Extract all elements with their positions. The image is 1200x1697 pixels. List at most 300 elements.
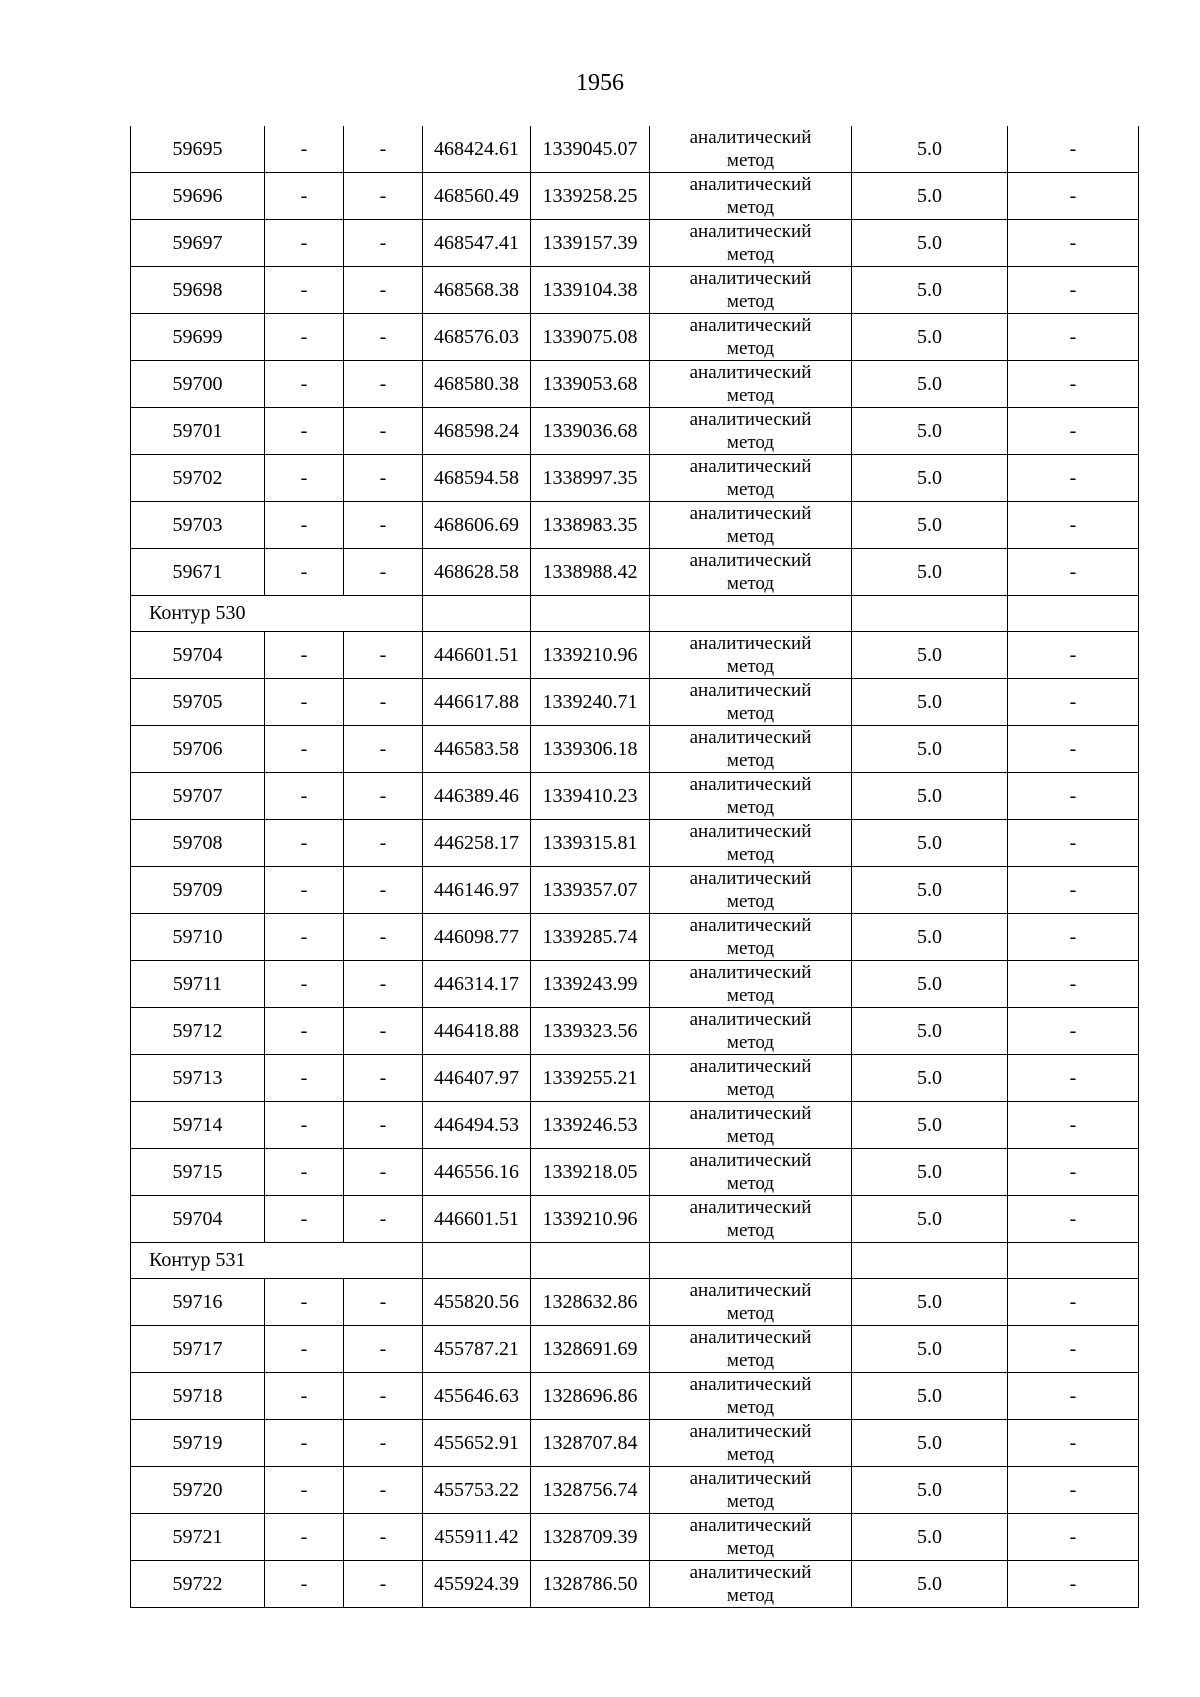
accuracy-cell: 5.0	[852, 726, 1008, 773]
x-coordinate-cell: 468576.03	[423, 314, 531, 361]
dash-cell: -	[265, 361, 344, 408]
dash-cell: -	[344, 1102, 423, 1149]
method-line: аналитический	[689, 362, 812, 383]
method-line: метод	[726, 385, 775, 406]
method-line: аналитический	[689, 174, 812, 195]
table-row	[131, 1196, 1139, 1243]
y-coordinate-cell: 1328709.39	[531, 1514, 650, 1561]
method-line: аналитический	[689, 962, 812, 983]
y-coordinate-cell: 1339053.68	[531, 361, 650, 408]
dash-cell: -	[1008, 361, 1139, 408]
accuracy-cell: 5.0	[852, 173, 1008, 220]
dash-cell: -	[344, 1196, 423, 1243]
method-line: метод	[726, 244, 775, 265]
empty-cell	[265, 1243, 344, 1279]
dash-cell: -	[1008, 1420, 1139, 1467]
accuracy-cell: 5.0	[852, 632, 1008, 679]
table-row	[131, 1561, 1139, 1608]
point-id-cell: 59710	[131, 914, 265, 961]
dash-cell: -	[265, 679, 344, 726]
method-cell	[650, 820, 852, 867]
y-coordinate-cell: 1339323.56	[531, 1008, 650, 1055]
point-id-cell: 59715	[131, 1149, 265, 1196]
dash-cell: -	[344, 1420, 423, 1467]
method-cell	[650, 361, 852, 408]
table-row	[131, 455, 1139, 502]
method-cell	[650, 1514, 852, 1561]
point-id-cell: 59713	[131, 1055, 265, 1102]
y-coordinate-cell: 1328786.50	[531, 1561, 650, 1608]
y-coordinate-cell: 1339075.08	[531, 314, 650, 361]
method-line: метод	[726, 291, 775, 312]
x-coordinate-cell: 468580.38	[423, 361, 531, 408]
table-row	[131, 632, 1139, 679]
method-cell	[650, 1467, 852, 1514]
dash-cell: -	[265, 1373, 344, 1420]
dash-cell: -	[265, 549, 344, 596]
dash-cell: -	[265, 1196, 344, 1243]
x-coordinate-cell: 446556.16	[423, 1149, 531, 1196]
y-coordinate-cell: 1339315.81	[531, 820, 650, 867]
point-id-cell: 59701	[131, 408, 265, 455]
empty-cell	[852, 596, 1008, 632]
method-cell	[650, 1008, 852, 1055]
dash-cell: -	[1008, 1055, 1139, 1102]
point-id-cell: 59716	[131, 1279, 265, 1326]
accuracy-cell: 5.0	[852, 1467, 1008, 1514]
table-row	[131, 126, 1139, 173]
accuracy-cell: 5.0	[852, 1196, 1008, 1243]
method-line: метод	[726, 656, 775, 677]
x-coordinate-cell: 468560.49	[423, 173, 531, 220]
dash-cell: -	[265, 1279, 344, 1326]
table-row	[131, 502, 1139, 549]
method-cell	[650, 1279, 852, 1326]
dash-cell: -	[265, 867, 344, 914]
method-line: метод	[726, 797, 775, 818]
accuracy-cell: 5.0	[852, 1279, 1008, 1326]
dash-cell: -	[265, 820, 344, 867]
dash-cell: -	[1008, 549, 1139, 596]
point-id-cell: 59705	[131, 679, 265, 726]
dash-cell: -	[344, 220, 423, 267]
method-line: метод	[726, 150, 775, 171]
y-coordinate-cell: 1339410.23	[531, 773, 650, 820]
dash-cell: -	[265, 1561, 344, 1608]
accuracy-cell: 5.0	[852, 1514, 1008, 1561]
x-coordinate-cell: 455924.39	[423, 1561, 531, 1608]
method-line: аналитический	[689, 1009, 812, 1030]
point-id-cell: 59704	[131, 632, 265, 679]
dash-cell: -	[265, 1467, 344, 1514]
dash-cell: -	[344, 1326, 423, 1373]
contour-label: Контур 531	[131, 1243, 265, 1279]
accuracy-cell: 5.0	[852, 914, 1008, 961]
method-cell	[650, 455, 852, 502]
y-coordinate-cell: 1339210.96	[531, 632, 650, 679]
method-line: аналитический	[689, 127, 812, 148]
table-body	[131, 126, 1139, 1608]
method-line: аналитический	[689, 821, 812, 842]
method-cell	[650, 1055, 852, 1102]
method-line: метод	[726, 844, 775, 865]
dash-cell: -	[1008, 267, 1139, 314]
y-coordinate-cell: 1339243.99	[531, 961, 650, 1008]
dash-cell: -	[344, 408, 423, 455]
method-line: аналитический	[689, 633, 812, 654]
accuracy-cell: 5.0	[852, 679, 1008, 726]
method-line: метод	[726, 1079, 775, 1100]
accuracy-cell: 5.0	[852, 820, 1008, 867]
point-id-cell: 59709	[131, 867, 265, 914]
dash-cell: -	[1008, 408, 1139, 455]
dash-cell: -	[344, 1373, 423, 1420]
empty-cell	[344, 1243, 423, 1279]
y-coordinate-cell: 1339246.53	[531, 1102, 650, 1149]
x-coordinate-cell: 455787.21	[423, 1326, 531, 1373]
method-cell	[650, 408, 852, 455]
dash-cell: -	[344, 961, 423, 1008]
table-row	[131, 961, 1139, 1008]
method-cell	[650, 1149, 852, 1196]
method-line: метод	[726, 1173, 775, 1194]
method-line: аналитический	[689, 1515, 812, 1536]
y-coordinate-cell: 1328691.69	[531, 1326, 650, 1373]
accuracy-cell: 5.0	[852, 361, 1008, 408]
method-cell	[650, 961, 852, 1008]
table-row	[131, 1326, 1139, 1373]
dash-cell: -	[1008, 1561, 1139, 1608]
dash-cell: -	[265, 126, 344, 173]
table-row	[131, 773, 1139, 820]
empty-cell	[531, 596, 650, 632]
y-coordinate-cell: 1328696.86	[531, 1373, 650, 1420]
x-coordinate-cell: 446146.97	[423, 867, 531, 914]
dash-cell: -	[265, 1326, 344, 1373]
point-id-cell: 59721	[131, 1514, 265, 1561]
method-line: аналитический	[689, 868, 812, 889]
table-row	[131, 314, 1139, 361]
dash-cell: -	[344, 1149, 423, 1196]
point-id-cell: 59695	[131, 126, 265, 173]
dash-cell: -	[265, 1514, 344, 1561]
dash-cell: -	[344, 314, 423, 361]
dash-cell: -	[344, 1561, 423, 1608]
method-cell	[650, 173, 852, 220]
method-line: аналитический	[689, 1327, 812, 1348]
table-row	[131, 1008, 1139, 1055]
method-line: метод	[726, 985, 775, 1006]
method-line: аналитический	[689, 915, 812, 936]
x-coordinate-cell: 446494.53	[423, 1102, 531, 1149]
dash-cell: -	[265, 267, 344, 314]
y-coordinate-cell: 1339036.68	[531, 408, 650, 455]
accuracy-cell: 5.0	[852, 455, 1008, 502]
y-coordinate-cell: 1339210.96	[531, 1196, 650, 1243]
dash-cell: -	[265, 455, 344, 502]
dash-cell: -	[1008, 632, 1139, 679]
x-coordinate-cell: 455911.42	[423, 1514, 531, 1561]
dash-cell: -	[344, 1008, 423, 1055]
x-coordinate-cell: 446407.97	[423, 1055, 531, 1102]
table-row	[131, 267, 1139, 314]
y-coordinate-cell: 1339218.05	[531, 1149, 650, 1196]
point-id-cell: 59706	[131, 726, 265, 773]
dash-cell: -	[265, 1420, 344, 1467]
y-coordinate-cell: 1339285.74	[531, 914, 650, 961]
point-id-cell: 59719	[131, 1420, 265, 1467]
dash-cell: -	[1008, 220, 1139, 267]
dash-cell: -	[265, 1102, 344, 1149]
method-line: аналитический	[689, 268, 812, 289]
method-line: аналитический	[689, 1056, 812, 1077]
point-id-cell: 59700	[131, 361, 265, 408]
table-row	[131, 867, 1139, 914]
accuracy-cell: 5.0	[852, 267, 1008, 314]
dash-cell: -	[344, 173, 423, 220]
dash-cell: -	[344, 455, 423, 502]
y-coordinate-cell: 1328707.84	[531, 1420, 650, 1467]
x-coordinate-cell: 468568.38	[423, 267, 531, 314]
table-row	[131, 408, 1139, 455]
dash-cell: -	[265, 408, 344, 455]
x-coordinate-cell: 446601.51	[423, 632, 531, 679]
method-line: метод	[726, 338, 775, 359]
method-cell	[650, 679, 852, 726]
method-line: метод	[726, 573, 775, 594]
point-id-cell: 59714	[131, 1102, 265, 1149]
method-cell	[650, 1420, 852, 1467]
accuracy-cell: 5.0	[852, 408, 1008, 455]
accuracy-cell: 5.0	[852, 126, 1008, 173]
dash-cell: -	[344, 679, 423, 726]
method-line: аналитический	[689, 727, 812, 748]
method-line: метод	[726, 1032, 775, 1053]
dash-cell: -	[1008, 1467, 1139, 1514]
point-id-cell: 59707	[131, 773, 265, 820]
method-cell	[650, 1561, 852, 1608]
accuracy-cell: 5.0	[852, 1055, 1008, 1102]
method-line: аналитический	[689, 1103, 812, 1124]
accuracy-cell: 5.0	[852, 220, 1008, 267]
table-row	[131, 1055, 1139, 1102]
dash-cell: -	[1008, 173, 1139, 220]
table-row	[131, 173, 1139, 220]
x-coordinate-cell: 455820.56	[423, 1279, 531, 1326]
x-coordinate-cell: 468594.58	[423, 455, 531, 502]
dash-cell: -	[344, 502, 423, 549]
point-id-cell: 59708	[131, 820, 265, 867]
accuracy-cell: 5.0	[852, 549, 1008, 596]
point-id-cell: 59699	[131, 314, 265, 361]
method-line: метод	[726, 1585, 775, 1606]
dash-cell: -	[1008, 1514, 1139, 1561]
point-id-cell: 59711	[131, 961, 265, 1008]
x-coordinate-cell: 446418.88	[423, 1008, 531, 1055]
contour-label: Контур 530	[131, 596, 265, 632]
method-line: метод	[726, 891, 775, 912]
empty-cell	[650, 596, 852, 632]
point-id-cell: 59671	[131, 549, 265, 596]
method-cell	[650, 867, 852, 914]
method-line: метод	[726, 750, 775, 771]
dash-cell: -	[1008, 126, 1139, 173]
point-id-cell: 59720	[131, 1467, 265, 1514]
dash-cell: -	[265, 1008, 344, 1055]
coordinates-table	[130, 126, 1139, 1608]
dash-cell: -	[265, 502, 344, 549]
y-coordinate-cell: 1338997.35	[531, 455, 650, 502]
x-coordinate-cell: 446583.58	[423, 726, 531, 773]
dash-cell: -	[344, 361, 423, 408]
method-line: аналитический	[689, 1421, 812, 1442]
method-line: метод	[726, 703, 775, 724]
contour-row	[131, 1243, 1139, 1279]
table-row	[131, 1102, 1139, 1149]
x-coordinate-cell: 455652.91	[423, 1420, 531, 1467]
table-row	[131, 914, 1139, 961]
method-cell	[650, 632, 852, 679]
x-coordinate-cell: 446098.77	[423, 914, 531, 961]
dash-cell: -	[1008, 1279, 1139, 1326]
accuracy-cell: 5.0	[852, 1561, 1008, 1608]
method-line: аналитический	[689, 315, 812, 336]
dash-cell: -	[1008, 773, 1139, 820]
dash-cell: -	[1008, 502, 1139, 549]
dash-cell: -	[265, 632, 344, 679]
empty-cell	[344, 596, 423, 632]
dash-cell: -	[1008, 867, 1139, 914]
table-row	[131, 1279, 1139, 1326]
table-row	[131, 679, 1139, 726]
dash-cell: -	[1008, 1149, 1139, 1196]
dash-cell: -	[344, 267, 423, 314]
dash-cell: -	[265, 1149, 344, 1196]
point-id-cell: 59702	[131, 455, 265, 502]
method-line: метод	[726, 479, 775, 500]
x-coordinate-cell: 468424.61	[423, 126, 531, 173]
accuracy-cell: 5.0	[852, 867, 1008, 914]
empty-cell	[852, 1243, 1008, 1279]
empty-cell	[423, 1243, 531, 1279]
dash-cell: -	[344, 1055, 423, 1102]
method-line: метод	[726, 1397, 775, 1418]
dash-cell: -	[265, 220, 344, 267]
point-id-cell: 59718	[131, 1373, 265, 1420]
x-coordinate-cell: 446389.46	[423, 773, 531, 820]
method-line: метод	[726, 938, 775, 959]
x-coordinate-cell: 446258.17	[423, 820, 531, 867]
y-coordinate-cell: 1328632.86	[531, 1279, 650, 1326]
y-coordinate-cell: 1328756.74	[531, 1467, 650, 1514]
dash-cell: -	[344, 820, 423, 867]
accuracy-cell: 5.0	[852, 1420, 1008, 1467]
method-cell	[650, 726, 852, 773]
empty-cell	[650, 1243, 852, 1279]
method-line: аналитический	[689, 1197, 812, 1218]
point-id-cell: 59722	[131, 1561, 265, 1608]
method-line: аналитический	[689, 456, 812, 477]
empty-cell	[423, 596, 531, 632]
dash-cell: -	[344, 773, 423, 820]
dash-cell: -	[344, 1467, 423, 1514]
dash-cell: -	[344, 1279, 423, 1326]
dash-cell: -	[265, 314, 344, 361]
table-row	[131, 726, 1139, 773]
x-coordinate-cell: 468628.58	[423, 549, 531, 596]
y-coordinate-cell: 1339104.38	[531, 267, 650, 314]
dash-cell: -	[344, 867, 423, 914]
method-line: аналитический	[689, 550, 812, 571]
y-coordinate-cell: 1339255.21	[531, 1055, 650, 1102]
method-cell	[650, 267, 852, 314]
page-number: 1956	[576, 70, 624, 96]
contour-row	[131, 596, 1139, 632]
method-line: аналитический	[689, 774, 812, 795]
dash-cell: -	[1008, 914, 1139, 961]
method-line: метод	[726, 432, 775, 453]
method-line: аналитический	[689, 221, 812, 242]
empty-cell	[265, 596, 344, 632]
dash-cell: -	[1008, 1196, 1139, 1243]
y-coordinate-cell: 1339306.18	[531, 726, 650, 773]
x-coordinate-cell: 446314.17	[423, 961, 531, 1008]
dash-cell: -	[1008, 1373, 1139, 1420]
point-id-cell: 59712	[131, 1008, 265, 1055]
method-line: метод	[726, 1350, 775, 1371]
method-cell	[650, 314, 852, 361]
method-cell	[650, 1326, 852, 1373]
point-id-cell: 59696	[131, 173, 265, 220]
x-coordinate-cell: 446601.51	[423, 1196, 531, 1243]
dash-cell: -	[1008, 961, 1139, 1008]
y-coordinate-cell: 1339258.25	[531, 173, 650, 220]
dash-cell: -	[1008, 1102, 1139, 1149]
dash-cell: -	[344, 126, 423, 173]
point-id-cell: 59704	[131, 1196, 265, 1243]
table-row	[131, 820, 1139, 867]
x-coordinate-cell: 455646.63	[423, 1373, 531, 1420]
table-row	[131, 361, 1139, 408]
y-coordinate-cell: 1339357.07	[531, 867, 650, 914]
accuracy-cell: 5.0	[852, 773, 1008, 820]
table-row	[131, 1514, 1139, 1561]
dash-cell: -	[265, 914, 344, 961]
method-line: метод	[726, 1303, 775, 1324]
dash-cell: -	[265, 1055, 344, 1102]
method-cell	[650, 1102, 852, 1149]
method-cell	[650, 126, 852, 173]
accuracy-cell: 5.0	[852, 1326, 1008, 1373]
x-coordinate-cell: 468606.69	[423, 502, 531, 549]
point-id-cell: 59698	[131, 267, 265, 314]
method-line: метод	[726, 197, 775, 218]
y-coordinate-cell: 1339240.71	[531, 679, 650, 726]
y-coordinate-cell: 1338983.35	[531, 502, 650, 549]
y-coordinate-cell: 1339157.39	[531, 220, 650, 267]
method-line: аналитический	[689, 1468, 812, 1489]
dash-cell: -	[344, 726, 423, 773]
empty-cell	[1008, 596, 1139, 632]
table-row	[131, 1373, 1139, 1420]
x-coordinate-cell: 446617.88	[423, 679, 531, 726]
dash-cell: -	[1008, 820, 1139, 867]
method-line: аналитический	[689, 409, 812, 430]
y-coordinate-cell: 1338988.42	[531, 549, 650, 596]
dash-cell: -	[1008, 314, 1139, 361]
dash-cell: -	[265, 726, 344, 773]
method-line: метод	[726, 1444, 775, 1465]
